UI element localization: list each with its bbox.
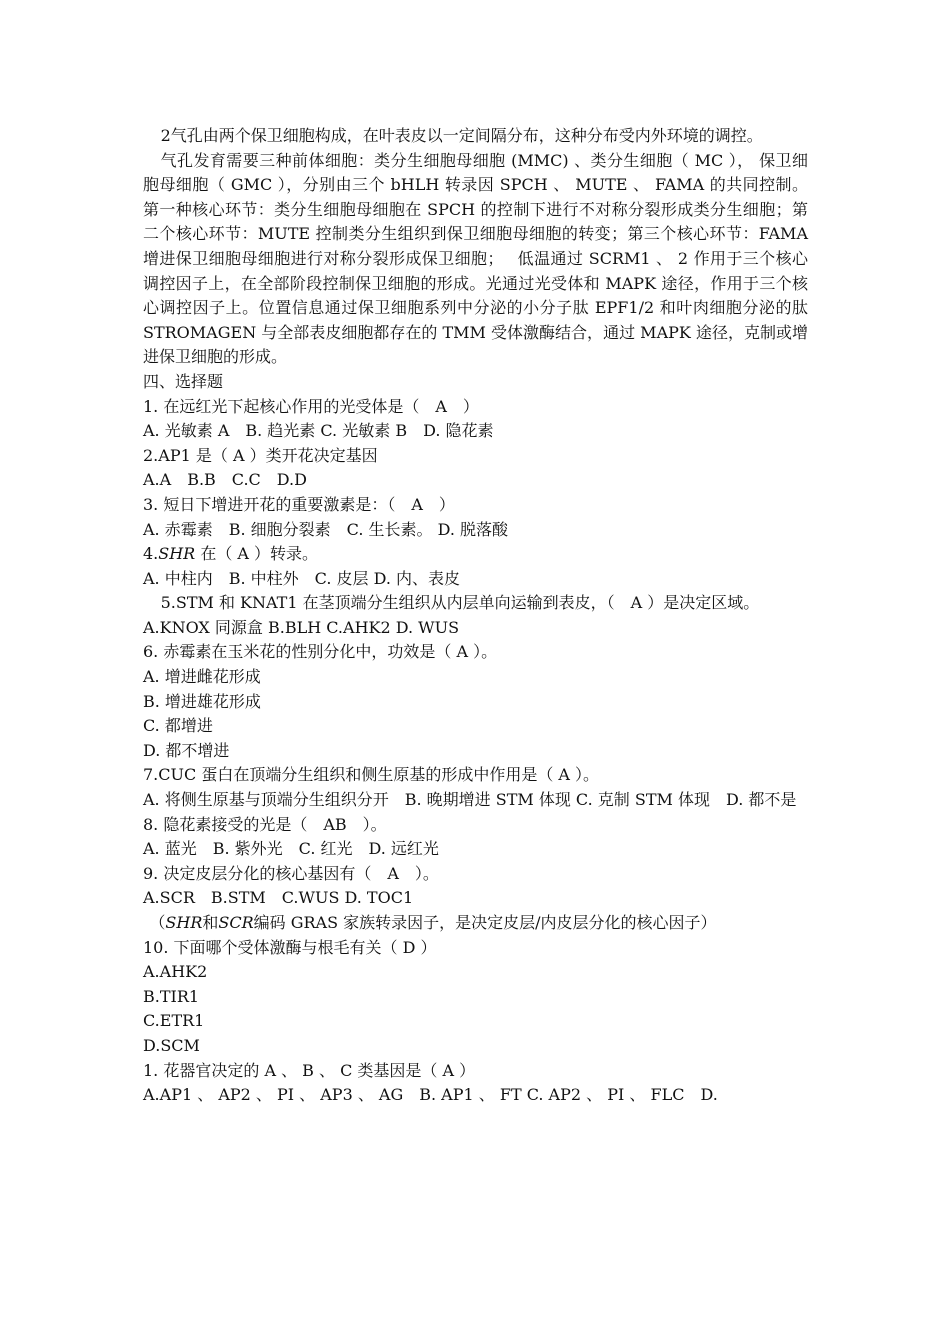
question-abc-genes: 1. 花器官决定的 A 、 B 、 C 类基因是（ A ）: [143, 1060, 476, 1080]
question-8: 8. 隐花素接受的光是（ AB ）。: [143, 814, 387, 834]
question-1: 1. 在远红光下起核心作用的光受体是（ A ）: [143, 396, 479, 416]
section-heading: 四、选择题: [143, 371, 224, 391]
question-3: 3. 短日下增进开花的重要激素是：（ A ）: [143, 494, 455, 514]
paragraph-stomata-development: 气孔发育需要三种前体细胞：类分生细胞母细胞 (MMC) 、类分生细胞（ MC ）， 保卫细胞母细胞（ GMC ），分别由三个 bHLH 转录因 SPCH 、 MUTE 、 FAMA 的共同控制。第一种核心环节：类分生细胞母细胞在 SPCH 的控制下进行不对称分裂形成类分生细胞；第二个核心环节：MUTE 控制类分生组织到保卫细胞母细胞的转变；第三个核心环节：FAMA 增进保卫细胞母细胞进行对称分裂形成保卫细胞； 低温通过 SCRM1 、 2 作用于三个核心调控因子上，在全部阶段控制保卫细胞的形成。光通过光受体和 MAPK 途径，作用于三个核心调控因子上。位置信息通过保卫细胞系列中分泌的小分子肽 EPF1/2 和叶肉细胞分泌的肽 STROMAGEN 与全部表皮细胞都存在的 TMM 受体激酶结合，通过 MAPK 途径，克制或增进保卫细胞的形成。: [143, 150, 808, 367]
question-9-options: A.SCR B.STM C.WUS D. TOC1: [143, 888, 414, 908]
question-4-text: 在（ A ）转录。: [195, 544, 319, 564]
question-7: 7.CUC 蛋白在顶端分生组织和侧生原基的形成中作用是（ A ）。: [143, 765, 600, 785]
question-abc-genes-options: A.AP1 、 AP2 、 PI 、 AP3 、 AG B. AP1 、 FT C. AP2 、 PI 、 FLC D.: [143, 1085, 718, 1105]
document-page: [143, 124, 808, 1108]
question-4-number: 4.: [143, 544, 159, 564]
question-10-option-d: D.SCM: [143, 1035, 200, 1055]
question-1-options: A. 光敏素 A B. 趋光素 C. 光敏素 B D. 隐花素: [143, 421, 494, 441]
gene-shr: SHR: [165, 913, 203, 932]
note-and: 和: [202, 913, 219, 932]
gene-shr: SHR: [158, 544, 196, 564]
note-rest: 编码 GRAS 家族转录因子，是决定皮层/内皮层分化的核心因子）: [253, 913, 717, 932]
question-3-options: A. 赤霉素 B. 细胞分裂素 C. 生长素。 D. 脱落酸: [143, 519, 509, 539]
question-4: [143, 542, 808, 567]
question-2: 2.AP1 是（ A ）类开花决定基因: [143, 445, 378, 465]
question-10-option-b: B.TIR1: [143, 986, 200, 1006]
gene-scr: SCR: [218, 913, 254, 932]
question-2-options: A.A B.B C.C D.D: [143, 470, 307, 490]
question-10-option-a: A.AHK2: [143, 962, 208, 982]
note-open-paren: （: [149, 913, 166, 932]
question-8-options: A. 蓝光 B. 紫外光 C. 红光 D. 远红光: [143, 839, 439, 859]
question-6-option-b: B. 增进雄花形成: [143, 691, 261, 711]
question-5-options: A.KNOX 同源盒 B.BLH C.AHK2 D. WUS: [143, 617, 460, 637]
question-6-option-c: C. 都增进: [143, 716, 213, 736]
question-10: 10. 下面哪个受体激酶与根毛有关（ D ）: [143, 937, 437, 957]
question-5: 5.STM 和 KNAT1 在茎顶端分生组织从内层单向运输到表皮，（ A ）是决定区域。: [160, 593, 760, 613]
question-10-option-c: C.ETR1: [143, 1011, 205, 1031]
question-4-options: A. 中柱内 B. 中柱外 C. 皮层 D. 内、表皮: [143, 568, 461, 588]
question-6-option-d: D. 都不增进: [143, 740, 230, 760]
question-7-options: A. 将侧生原基与顶端分生组织分开 B. 晚期增进 STM 体现 C. 克制 STM 体现 D. 都不是: [143, 790, 797, 810]
question-9: 9. 决定皮层分化的核心基因有（ A ）。: [143, 863, 439, 883]
question-9-note: [143, 911, 808, 936]
question-6-option-a: A. 增进雌花形成: [143, 667, 261, 687]
paragraph-stomata-intro: 2气孔由两个保卫细胞构成，在叶表皮以一定间隔分布，这种分布受内外环境的调控。: [160, 126, 763, 145]
question-6: 6. 赤霉素在玉米花的性别分化中，功效是（ A ）。: [143, 642, 498, 662]
